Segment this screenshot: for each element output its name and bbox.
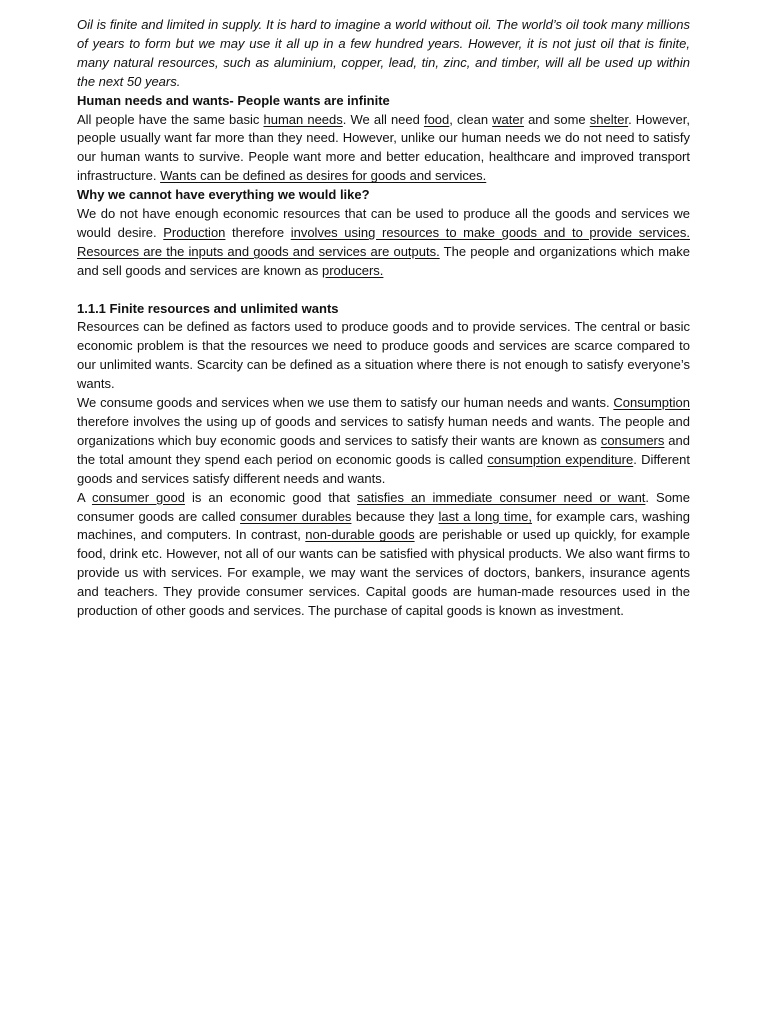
text: and the total amount they spend each period on economic goods is called xyxy=(77,432,690,467)
term-consumption: Consumption xyxy=(613,395,690,411)
term-consumer-good: consumer good xyxy=(91,489,185,505)
heading-why-cannot: Why we cannot have everything we would like? xyxy=(77,187,370,203)
term-producers: producers. xyxy=(321,262,384,278)
intro-paragraph: Oil is finite and limited in supply. It is hard to imagine a world without oil. The world’s oil took many millions of years to form but we may use it all up in a few hundred years. However, it is not just oil that is finite, many natural resources, such as aluminium, copper, lead, tin, zinc, and timber, will all be used up within the next 50 years. xyxy=(77,17,690,89)
term-shelter: shelter xyxy=(589,111,629,127)
definition-wants: Wants can be defined as desires for goods and services. xyxy=(160,168,487,184)
paragraph-consumer-goods xyxy=(77,489,690,621)
text: are perishable or used up quickly, for example food, drink etc. However, not all of our wants can be satisfied with physical products. We also want firms to provide us with services. For example, we may want the services of doctors, bankers, insurance agents and teachers. They provide consumer services. Capital goods are human-made resources used in the production of other goods and services. The purchase of capital goods is known as investment. xyxy=(77,527,691,619)
text: . We all need xyxy=(342,111,424,127)
document-page xyxy=(77,16,690,621)
definition-production: involves using resources to make goods and to provide services. xyxy=(290,224,690,240)
paragraph-human-needs xyxy=(77,111,690,187)
blank-line xyxy=(77,281,690,300)
definition-durables: last a long time, xyxy=(438,508,533,524)
heading-text: 1.1.1 Finite resources and unlimited wants xyxy=(77,300,339,316)
text: because they xyxy=(351,508,439,524)
term-consumer-durables: consumer durables xyxy=(240,508,352,524)
definition-consumer-good: satisfies an immediate consumer need or want xyxy=(357,489,646,505)
paragraph-production xyxy=(77,205,690,281)
term-non-durable-goods: non-durable goods xyxy=(305,527,415,543)
text: All people have the same basic xyxy=(77,111,264,127)
text: therefore involves the using up of goods and services to satisfy human needs and wants. The people and organizations which buy economic goods and services to satisfy their wants are known as xyxy=(77,414,690,448)
definition-resources-inputs: Resources are the inputs and goods and services are outputs. xyxy=(77,243,440,259)
heading-human-needs: Human needs and wants- People wants are infinite xyxy=(77,92,390,108)
term-water: water xyxy=(492,111,524,127)
text: for example cars, washing machines, and computers. In contrast, xyxy=(77,508,691,543)
text: A xyxy=(77,489,92,505)
term-production: Production xyxy=(163,224,226,240)
paragraph-resources: Resources can be defined as factors used to produce goods and to provide services. The central or basic economic problem is that the resources we need to produce goods and services are scarce compared to our unlimited wants. Scarcity can be defined as a situation where there is not enough to satisfy everyone’s wants. xyxy=(77,319,690,392)
term-consumers: consumers xyxy=(600,432,665,448)
term-consumption-expenditure: consumption expenditure xyxy=(487,451,634,467)
heading-finite-resources xyxy=(77,300,690,319)
text: and some xyxy=(523,111,590,127)
paragraph-consumption xyxy=(77,394,690,489)
text: . However, people usually want far more than they need. However, unlike our human needs we do not need to satisfy our human wants to survive. People want more and better education, healthcare and improved transport infrastructure. xyxy=(77,111,690,184)
text: . Some consumer goods are called xyxy=(77,489,690,524)
term-food: food xyxy=(423,111,450,127)
text: We consume goods and services when we use them to satisfy our human needs and wants. xyxy=(77,395,614,411)
text: The people and organizations which make and sell goods and services are known as xyxy=(77,243,690,278)
text: is an economic good that xyxy=(184,489,358,505)
term-human-needs: human needs xyxy=(263,111,343,127)
text: therefore xyxy=(225,224,291,240)
text: , clean xyxy=(449,111,493,127)
text: . Different goods and services satisfy different needs and wants. xyxy=(77,451,691,486)
text: We do not have enough economic resources that can be used to produce all the goods and services we would desire. xyxy=(77,206,690,240)
